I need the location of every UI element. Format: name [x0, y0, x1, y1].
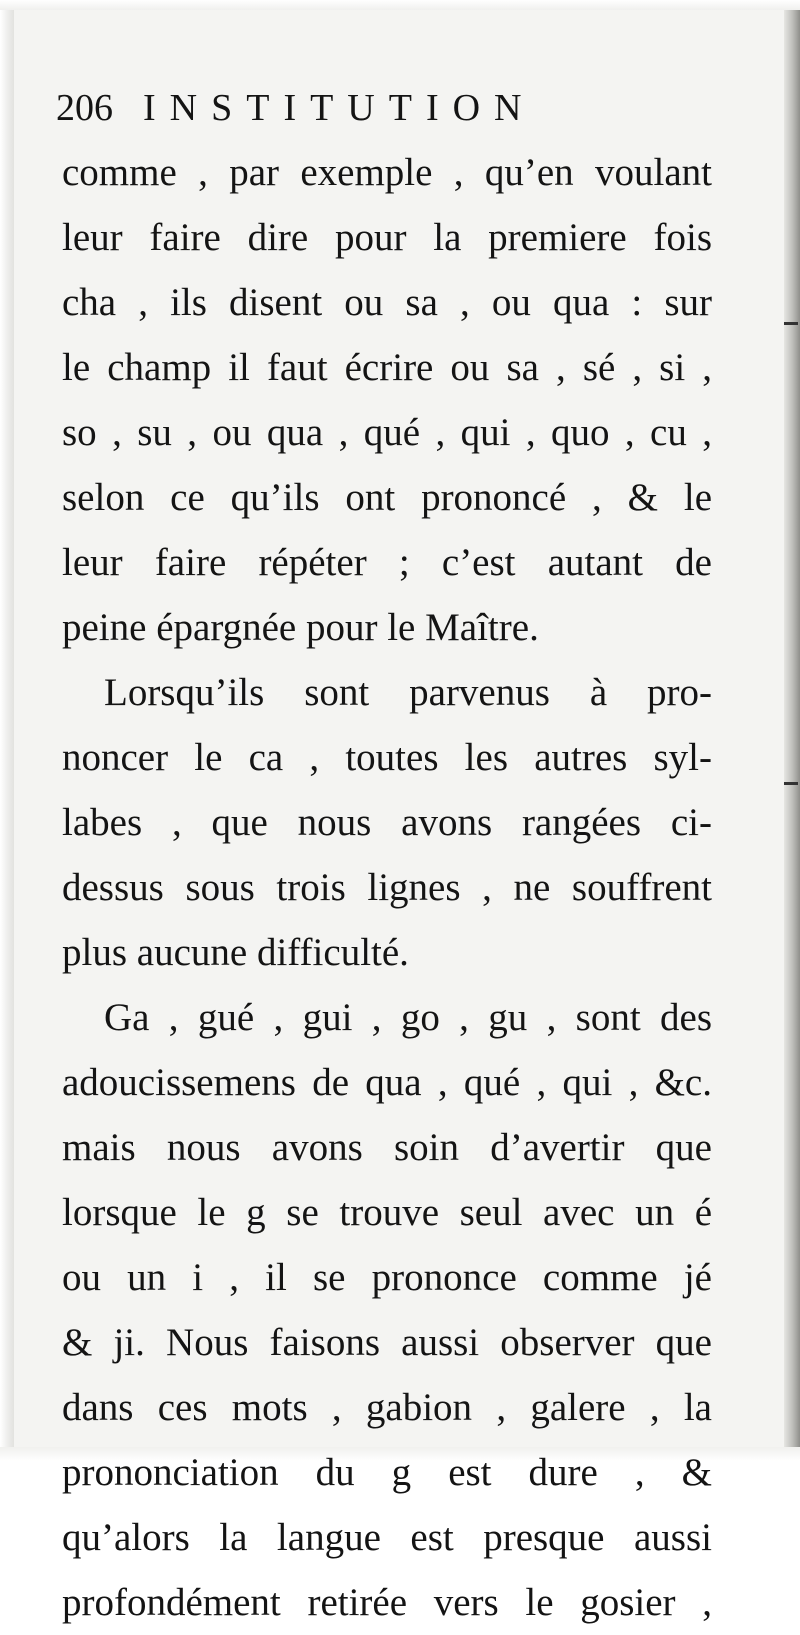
text-line: cha , ils disent ou sa , ou qua : sur: [62, 281, 712, 324]
text-line: & ji. Nous faisons aussi observer que: [62, 1321, 712, 1364]
text-line: comme , par exemple , qu’en voulant: [62, 151, 712, 194]
text-line: qu’alors la langue est presque aussi: [62, 1516, 712, 1559]
text-line: adoucissemens de qua , qué , qui , &c.: [62, 1061, 712, 1104]
text-line: le champ il faut écrire ou sa , sé , si ,: [62, 346, 712, 389]
text-line: peine épargnée pour le Maître.: [62, 606, 539, 649]
paragraph-start-line: Lorsqu’ils sont parvenus à pro-: [104, 671, 712, 714]
text-line: dans ces mots , gabion , galere , la: [62, 1386, 712, 1429]
text-line: dessus sous trois lignes , ne souffrent: [62, 866, 712, 909]
page-left-edge: [0, 0, 14, 1461]
page-binding-shadow: [784, 0, 800, 1461]
paragraph-start-line: Ga , gué , gui , go , gu , sont des: [104, 996, 712, 1039]
running-head: INSTITUTION: [143, 87, 536, 129]
text-line: prononciation du g est dure , &: [62, 1451, 712, 1494]
text-line: lorsque le g se trouve seul avec un é: [62, 1191, 712, 1234]
page-top-edge: [0, 0, 800, 10]
page-header: [56, 86, 536, 130]
page-number: 206: [56, 87, 113, 129]
text-line: ou un i , il se prononce comme jé: [62, 1256, 712, 1299]
margin-mark: [784, 782, 798, 785]
text-line: profondément retirée vers le gosier ,: [62, 1581, 712, 1624]
text-line: so , su , ou qua , qué , qui , quo , cu ,: [62, 411, 712, 454]
text-line: selon ce qu’ils ont prononcé , & le: [62, 476, 712, 519]
text-line: labes , que nous avons rangées ci-: [62, 801, 712, 844]
text-line: noncer le ca , toutes les autres syl-: [62, 736, 712, 779]
text-line: plus aucune difficulté.: [62, 931, 409, 974]
text-line: mais nous avons soin d’avertir que: [62, 1126, 712, 1169]
margin-mark: [784, 322, 798, 325]
text-line: leur faire répéter ; c’est autant de: [62, 541, 712, 584]
text-line: leur faire dire pour la premiere fois: [62, 216, 712, 259]
body-text: [62, 140, 712, 1635]
